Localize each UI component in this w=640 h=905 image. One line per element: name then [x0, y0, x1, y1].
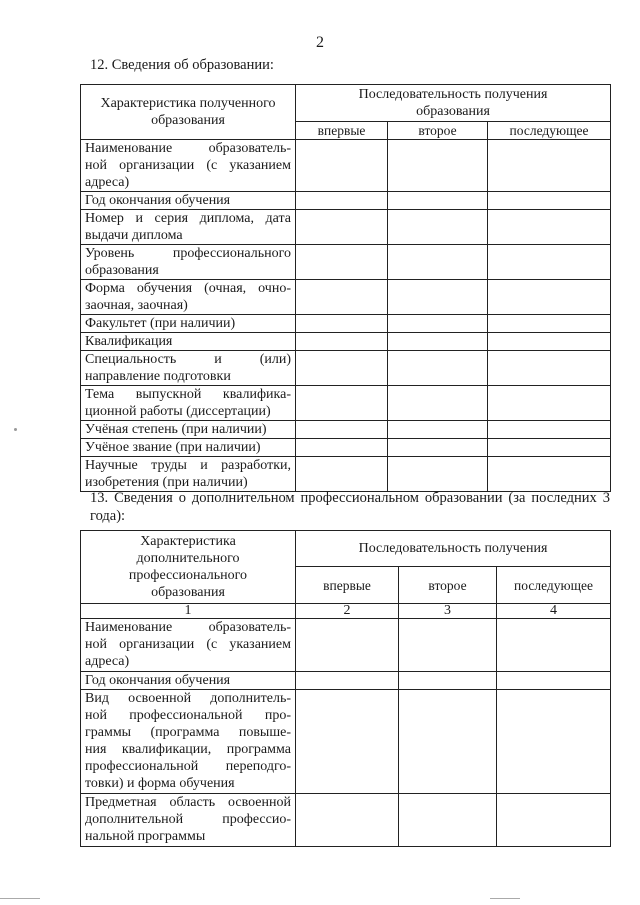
column-number: 3: [399, 604, 497, 619]
row-label: [81, 439, 296, 457]
col-subsequent: последующее: [497, 567, 611, 604]
col-first: впервые: [296, 567, 399, 604]
table-row: [81, 690, 611, 794]
input-cell[interactable]: [488, 386, 611, 421]
table-row: [81, 619, 611, 672]
input-cell[interactable]: [388, 210, 488, 245]
input-cell[interactable]: [488, 439, 611, 457]
scan-edge-mark: [0, 898, 40, 899]
input-cell[interactable]: [497, 690, 611, 794]
row-label: [81, 351, 296, 386]
table-row: [81, 315, 611, 333]
row-label-line: Год окончания обучения: [85, 673, 231, 688]
row-label-line: Учёная степень (при наличии): [85, 422, 267, 437]
row-label: [81, 386, 296, 421]
input-cell[interactable]: [296, 690, 399, 794]
column-number: 4: [497, 604, 611, 619]
row-label-line: Научные труды и разработки,: [85, 458, 291, 473]
row-label-line: граммы (программа повыше-: [85, 725, 291, 740]
row-label: [81, 457, 296, 492]
input-cell[interactable]: [296, 333, 388, 351]
input-cell[interactable]: [388, 192, 488, 210]
header-characteristic: Характеристика дополнительного профессионального образования: [81, 531, 296, 604]
additional-education-table: [80, 530, 611, 847]
row-label-line: Учёное звание (при наличии): [85, 440, 261, 455]
row-label-line: Форма обучения (очная, очно-: [85, 281, 291, 296]
col-subsequent: последующее: [488, 122, 611, 140]
input-cell[interactable]: [296, 140, 388, 192]
input-cell[interactable]: [388, 333, 488, 351]
input-cell[interactable]: [488, 280, 611, 315]
input-cell[interactable]: [388, 351, 488, 386]
input-cell[interactable]: [388, 315, 488, 333]
column-number: 2: [296, 604, 399, 619]
row-label: [81, 333, 296, 351]
table-row: [81, 421, 611, 439]
row-label: [81, 210, 296, 245]
table-row: [81, 333, 611, 351]
table-row: [81, 210, 611, 245]
input-cell[interactable]: [296, 280, 388, 315]
input-cell[interactable]: [488, 421, 611, 439]
education-table: [80, 84, 611, 492]
input-cell[interactable]: [296, 439, 388, 457]
scan-edge-mark: [490, 898, 520, 899]
row-label: [81, 619, 296, 672]
input-cell[interactable]: [399, 672, 497, 690]
input-cell[interactable]: [388, 439, 488, 457]
row-label-line: ционной работы (диссертации): [85, 404, 271, 419]
input-cell[interactable]: [388, 245, 488, 280]
table-row: [81, 245, 611, 280]
input-cell[interactable]: [296, 245, 388, 280]
page-number: 2: [316, 34, 324, 51]
input-cell[interactable]: [296, 192, 388, 210]
table-row: [81, 386, 611, 421]
input-cell[interactable]: [296, 351, 388, 386]
table-row: [81, 351, 611, 386]
input-cell[interactable]: [388, 457, 488, 492]
input-cell[interactable]: [488, 351, 611, 386]
col-second: второе: [399, 567, 497, 604]
col-first: впервые: [296, 122, 388, 140]
input-cell[interactable]: [388, 386, 488, 421]
input-cell[interactable]: [488, 333, 611, 351]
header-sequence: Последовательность получения: [296, 531, 611, 567]
row-label-line: ной организации (с указанием: [85, 158, 291, 173]
input-cell[interactable]: [497, 794, 611, 847]
row-label-line: нальной программы: [85, 829, 206, 844]
row-label-line: Факультет (при наличии): [85, 316, 236, 331]
input-cell[interactable]: [488, 192, 611, 210]
input-cell[interactable]: [388, 421, 488, 439]
section-13-heading: 13. Сведения о дополнительном профессиональном образовании (за последних 3 года):: [90, 490, 610, 524]
table-row: [81, 280, 611, 315]
row-label-line: Уровень профессионального: [85, 246, 291, 261]
input-cell[interactable]: [296, 421, 388, 439]
row-label-line: Год окончания обучения: [85, 193, 231, 208]
input-cell[interactable]: [296, 672, 399, 690]
input-cell[interactable]: [296, 794, 399, 847]
row-label-line: профессиональной переподго-: [85, 759, 291, 774]
header-characteristic: Характеристика полученного образования: [81, 85, 296, 140]
row-label: [81, 421, 296, 439]
row-label-line: адреса): [85, 175, 130, 190]
row-label: [81, 315, 296, 333]
input-cell[interactable]: [388, 280, 488, 315]
row-label: [81, 672, 296, 690]
input-cell[interactable]: [296, 315, 388, 333]
row-label-line: направление подготовки: [85, 369, 231, 384]
input-cell[interactable]: [399, 690, 497, 794]
input-cell[interactable]: [388, 140, 488, 192]
row-label-line: заочная, заочная): [85, 298, 188, 313]
header-sequence: Последовательность получения образования: [296, 85, 611, 122]
col-second: второе: [388, 122, 488, 140]
row-label-line: Вид освоенной дополнитель-: [85, 691, 291, 706]
row-label: [81, 140, 296, 192]
input-cell[interactable]: [497, 672, 611, 690]
table-row: [81, 794, 611, 847]
scan-dot: [14, 428, 17, 431]
row-label-line: Специальность и (или): [85, 352, 291, 367]
row-label: [81, 192, 296, 210]
input-cell[interactable]: [488, 315, 611, 333]
input-cell[interactable]: [399, 794, 497, 847]
input-cell[interactable]: [497, 619, 611, 672]
row-label: [81, 245, 296, 280]
row-label-line: ной профессиональной про-: [85, 708, 291, 723]
row-label: [81, 690, 296, 794]
section-12-heading: 12. Сведения об образовании:: [90, 57, 274, 73]
input-cell[interactable]: [488, 457, 611, 492]
row-label-line: ния квалификации, программа: [85, 742, 291, 757]
input-cell[interactable]: [296, 210, 388, 245]
row-label-line: образования: [85, 263, 159, 278]
input-cell[interactable]: [296, 619, 399, 672]
column-number: 1: [81, 604, 296, 619]
row-label: [81, 794, 296, 847]
input-cell[interactable]: [488, 140, 611, 192]
input-cell[interactable]: [488, 210, 611, 245]
row-label-line: товки) и форма обучения: [85, 776, 235, 791]
row-label-line: Наименование образователь-: [85, 620, 291, 635]
row-label-line: Номер и серия диплома, дата: [85, 211, 291, 226]
row-label: [81, 280, 296, 315]
input-cell[interactable]: [399, 619, 497, 672]
table-row: [81, 192, 611, 210]
column-numbers-row: [81, 604, 611, 619]
input-cell[interactable]: [296, 457, 388, 492]
row-label-line: Предметная область освоенной: [85, 795, 291, 810]
row-label-line: ной организации (с указанием: [85, 637, 291, 652]
table-row: [81, 457, 611, 492]
table-row: [81, 672, 611, 690]
row-label-line: адреса): [85, 654, 130, 669]
table-row: [81, 140, 611, 192]
input-cell[interactable]: [488, 245, 611, 280]
row-label-line: Наименование образователь-: [85, 141, 291, 156]
row-label-line: изобретения (при наличии): [85, 475, 248, 490]
row-label-line: Квалификация: [85, 334, 173, 349]
row-label-line: дополнительной профессио-: [85, 812, 291, 827]
input-cell[interactable]: [296, 386, 388, 421]
row-label-line: выдачи диплома: [85, 228, 183, 243]
row-label-line: Тема выпускной квалифика-: [85, 387, 291, 402]
table-row: [81, 439, 611, 457]
